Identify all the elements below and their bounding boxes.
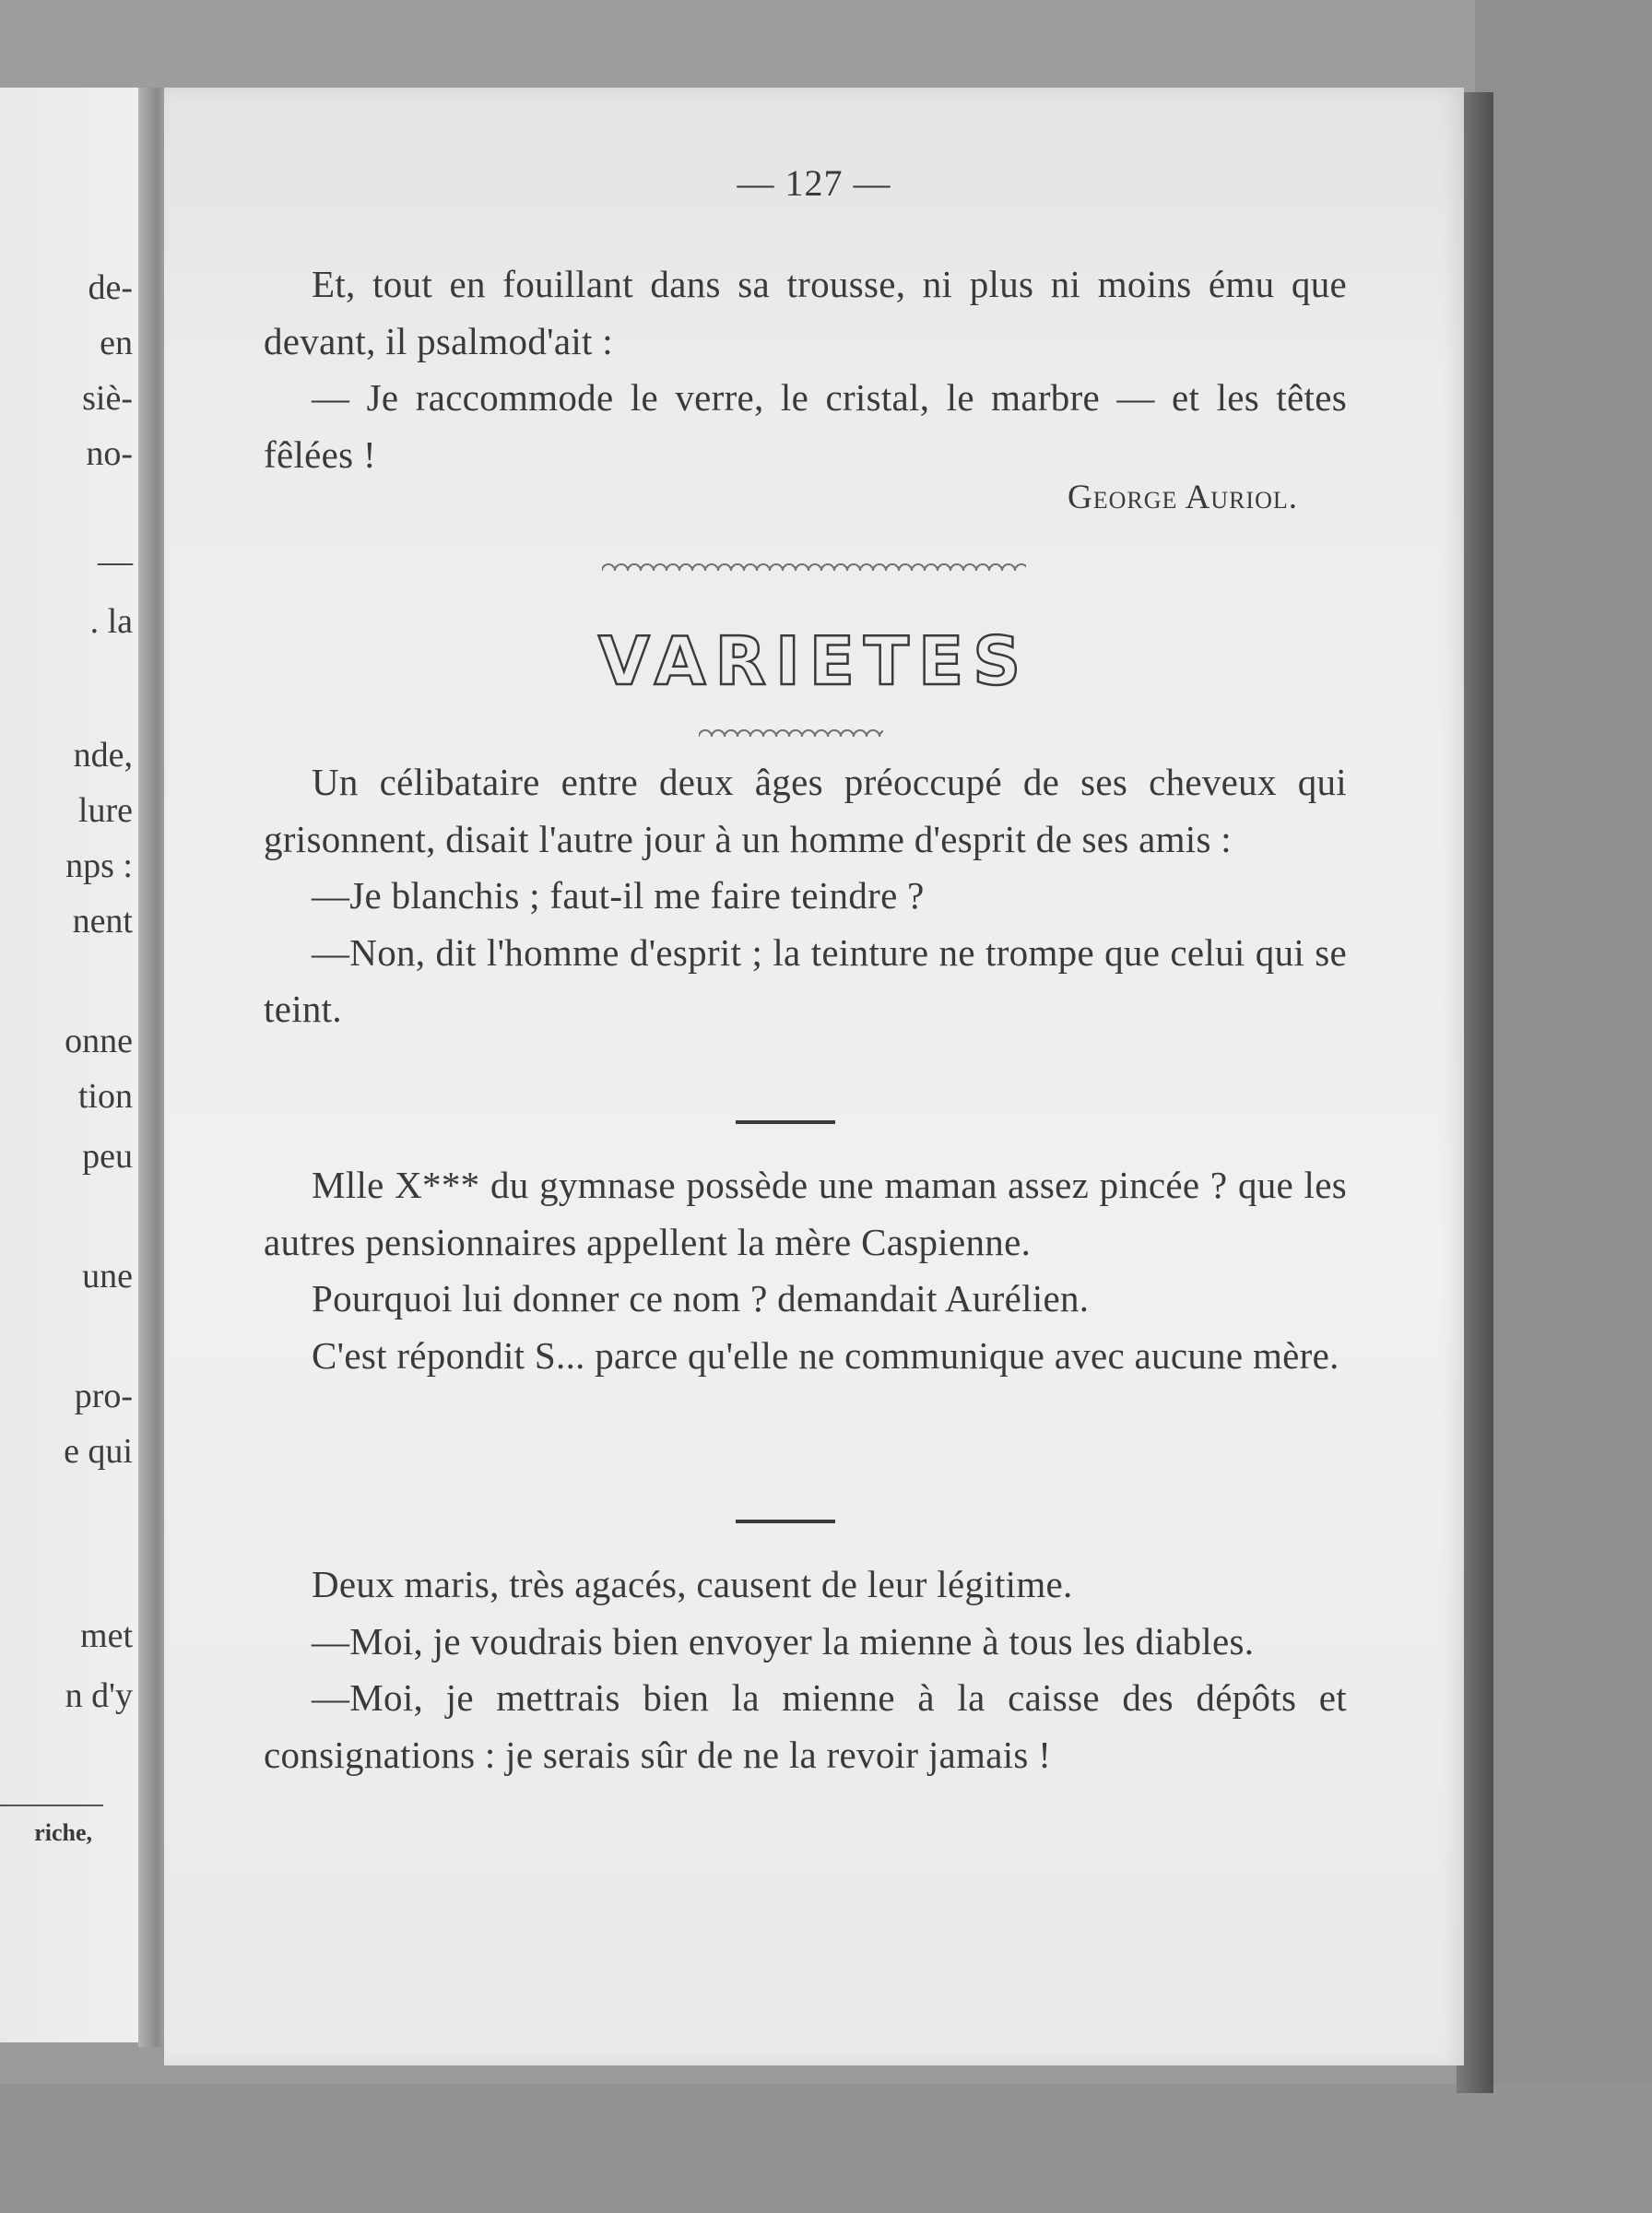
- story-ending: [264, 256, 1347, 483]
- left-page-line: nde,: [73, 736, 133, 775]
- left-page-line: e qui: [64, 1432, 133, 1471]
- left-page-line: nps :: [65, 846, 133, 885]
- book-page: [164, 88, 1464, 2065]
- footnote-rule: [0, 1805, 103, 1806]
- left-page-line: de-: [88, 268, 133, 307]
- left-page-line: nent: [72, 902, 133, 941]
- left-page-line: no-: [86, 434, 133, 473]
- left-page-line: onne: [65, 1022, 133, 1060]
- paragraph: Deux maris, très agacés, causent de leur légitime.: [312, 1563, 1073, 1605]
- left-page-line: —: [98, 542, 133, 581]
- paragraph: — Je raccommode le verre, le cristal, le marbre — et les têtes fêlées !: [264, 376, 1347, 476]
- left-page-line: siè-: [82, 379, 133, 418]
- scan-backdrop-bottom: [0, 2084, 1652, 2213]
- paragraph: —Moi, je voudrais bien envoyer la mienne à tous les diables.: [312, 1619, 1255, 1663]
- left-page-line: lure: [77, 791, 133, 830]
- page-number: — 127 —: [737, 162, 891, 204]
- left-page-line: pro-: [74, 1377, 133, 1415]
- paragraph: Mlle X*** du gymnase possède une maman assez pincée ? que les autres pensionnaires appellent la mère Caspienne.: [264, 1164, 1347, 1263]
- anecdote: [264, 1157, 1347, 1384]
- left-page-line: peu: [82, 1137, 133, 1176]
- left-page-line: n d'y: [65, 1676, 133, 1715]
- scan-backdrop-right: [1475, 0, 1652, 2213]
- left-page-line: met: [80, 1616, 133, 1655]
- left-page-line: tion: [77, 1077, 133, 1116]
- left-page-line: en: [100, 324, 133, 362]
- paragraph: Pourquoi lui donner ce nom ? demandait Aurélien.: [312, 1277, 1090, 1320]
- ornamental-divider: [602, 558, 1026, 571]
- left-page-footnote: riche,: [34, 1819, 92, 1846]
- left-page-line: . la: [89, 602, 133, 641]
- paragraph: Un célibataire entre deux âges préoccupé de ses cheveux qui grisonnent, disait l'autre jour à un homme d'esprit de ses amis :: [264, 761, 1347, 860]
- section-title: VARIETES: [597, 622, 1031, 700]
- section-rule: [736, 1120, 835, 1124]
- paragraph: C'est répondit S... parce qu'elle ne communique avec aucune mère.: [312, 1333, 1339, 1377]
- anecdote: [264, 1556, 1347, 1783]
- previous-page-fragment: [0, 88, 138, 2042]
- anecdote: [264, 754, 1347, 1038]
- left-page-line: une: [82, 1257, 133, 1296]
- paragraph: Et, tout en fouillant dans sa trousse, ni plus ni moins ému que devant, il psalmod'ait :: [264, 263, 1347, 362]
- scan-backdrop-top: [0, 0, 1652, 101]
- author-signature: George Auriol.: [1068, 479, 1298, 516]
- paragraph: —Moi, je mettrais bien la mienne à la caisse des dépôts et consignations : je serais sûr de ne la revoir jamais !: [264, 1676, 1347, 1776]
- ornamental-divider: [699, 724, 883, 737]
- paragraph: —Je blanchis ; faut-il me faire teindre ?: [312, 874, 925, 917]
- section-rule: [736, 1520, 835, 1523]
- paragraph: —Non, dit l'homme d'esprit ; la teinture ne trompe que celui qui se teint.: [264, 930, 1347, 1030]
